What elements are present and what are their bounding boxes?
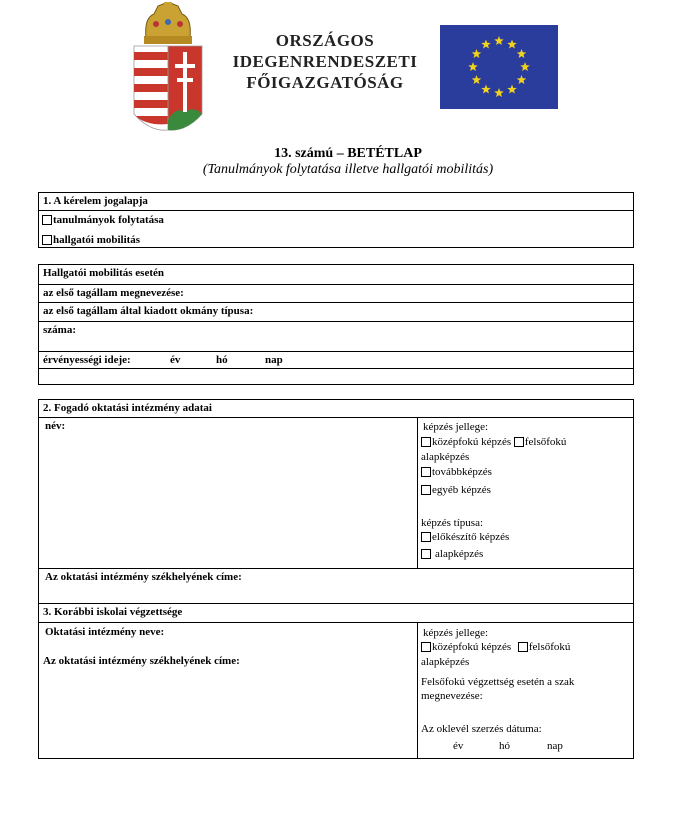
training-type-label: képzés típusa: — [421, 517, 484, 529]
option-mobility[interactable] — [42, 234, 140, 246]
option-secondary[interactable] — [421, 436, 566, 448]
prev-option-higher-label: felsőfokú — [528, 641, 571, 653]
validity-year: év — [170, 354, 181, 366]
diploma-day: nap — [547, 740, 563, 752]
mobility-heading: Hallgatói mobilitás esetén — [43, 267, 164, 279]
agency-line-2: IDEGENRENDESZETI — [232, 52, 418, 71]
institution-name-label: név: — [45, 420, 66, 432]
option-further[interactable] — [421, 466, 492, 478]
eu-flag — [440, 25, 558, 109]
section3-heading: 3. Korábbi iskolai végzettsége — [43, 606, 183, 618]
validity-month: hó — [216, 354, 228, 366]
checkbox[interactable] — [421, 485, 431, 495]
agency-line-1: ORSZÁGOS — [275, 31, 375, 50]
checkbox[interactable] — [421, 642, 431, 652]
prev-institution-name-label: Oktatási intézmény neve: — [45, 626, 165, 638]
major-label-line2: megnevezése: — [421, 690, 483, 702]
checkbox[interactable] — [421, 532, 431, 542]
option-preparatory[interactable] — [421, 531, 509, 543]
checkbox[interactable] — [518, 642, 528, 652]
option-basic[interactable] — [421, 548, 483, 560]
option-basic-label: alapképzés — [435, 548, 484, 560]
checkbox[interactable] — [421, 437, 431, 447]
prev-option-secondary-label: középfokú képzés — [432, 641, 512, 653]
option-preparatory-label: előkészítő képzés — [432, 531, 510, 543]
institution-address-label: Az oktatási intézmény székhelyének címe: — [45, 571, 242, 583]
validity-label: érvényességi ideje: — [43, 354, 131, 366]
diploma-date-label: Az oklevél szerzés dátuma: — [421, 723, 542, 735]
checkbox[interactable] — [421, 549, 431, 559]
option-other-label: egyéb képzés — [432, 484, 491, 496]
first-state-label: az első tagállam megnevezése: — [43, 287, 184, 299]
prev-option-secondary[interactable] — [421, 641, 570, 653]
checkbox[interactable] — [421, 467, 431, 477]
diploma-month: hó — [499, 740, 510, 752]
higher-basic-label: alapképzés — [421, 451, 470, 463]
form-subtitle: (Tanulmányok folytatása illetve hallgatói mobilitás) — [202, 162, 494, 177]
option-further-label: továbbképzés — [432, 466, 492, 478]
hungarian-coat-of-arms — [130, 2, 206, 136]
form-title: 13. számú – BETÉTLAP — [274, 146, 422, 161]
section-mobility — [38, 264, 634, 385]
option-mobility-label: hallgatói mobilitás — [53, 234, 141, 246]
option-secondary-label: középfokú képzés — [432, 436, 512, 448]
checkbox[interactable] — [42, 235, 52, 245]
agency-line-3: FŐIGAZGATÓSÁG — [246, 73, 404, 92]
section-legal-basis — [38, 192, 634, 248]
agency-name — [210, 30, 440, 93]
option-studies-label: tanulmányok folytatása — [53, 214, 164, 226]
diploma-year: év — [453, 740, 464, 752]
major-label-line1: Felsőfokú végzettség esetén a szak — [421, 676, 575, 688]
training-nature-label: képzés jellege: — [423, 421, 489, 433]
section-institution — [38, 399, 634, 759]
checkbox[interactable] — [42, 215, 52, 225]
section2-heading: 2. Fogadó oktatási intézmény adatai — [43, 402, 212, 414]
section1-heading: 1. A kérelem jogalapja — [43, 195, 148, 207]
validity-day: nap — [265, 354, 283, 366]
option-other[interactable] — [421, 484, 491, 496]
prev-institution-address-label: Az oktatási intézmény székhelyének címe: — [43, 655, 240, 667]
option-studies[interactable] — [42, 214, 164, 226]
document-number-label: száma: — [43, 324, 76, 336]
checkbox[interactable] — [514, 437, 524, 447]
prev-training-nature-label: képzés jellege: — [423, 627, 489, 639]
prev-higher-basic-label: alapképzés — [421, 656, 470, 668]
document-type-label: az első tagállam által kiadott okmány típusa: — [43, 305, 254, 317]
option-higher-label: felsőfokú — [524, 436, 567, 448]
